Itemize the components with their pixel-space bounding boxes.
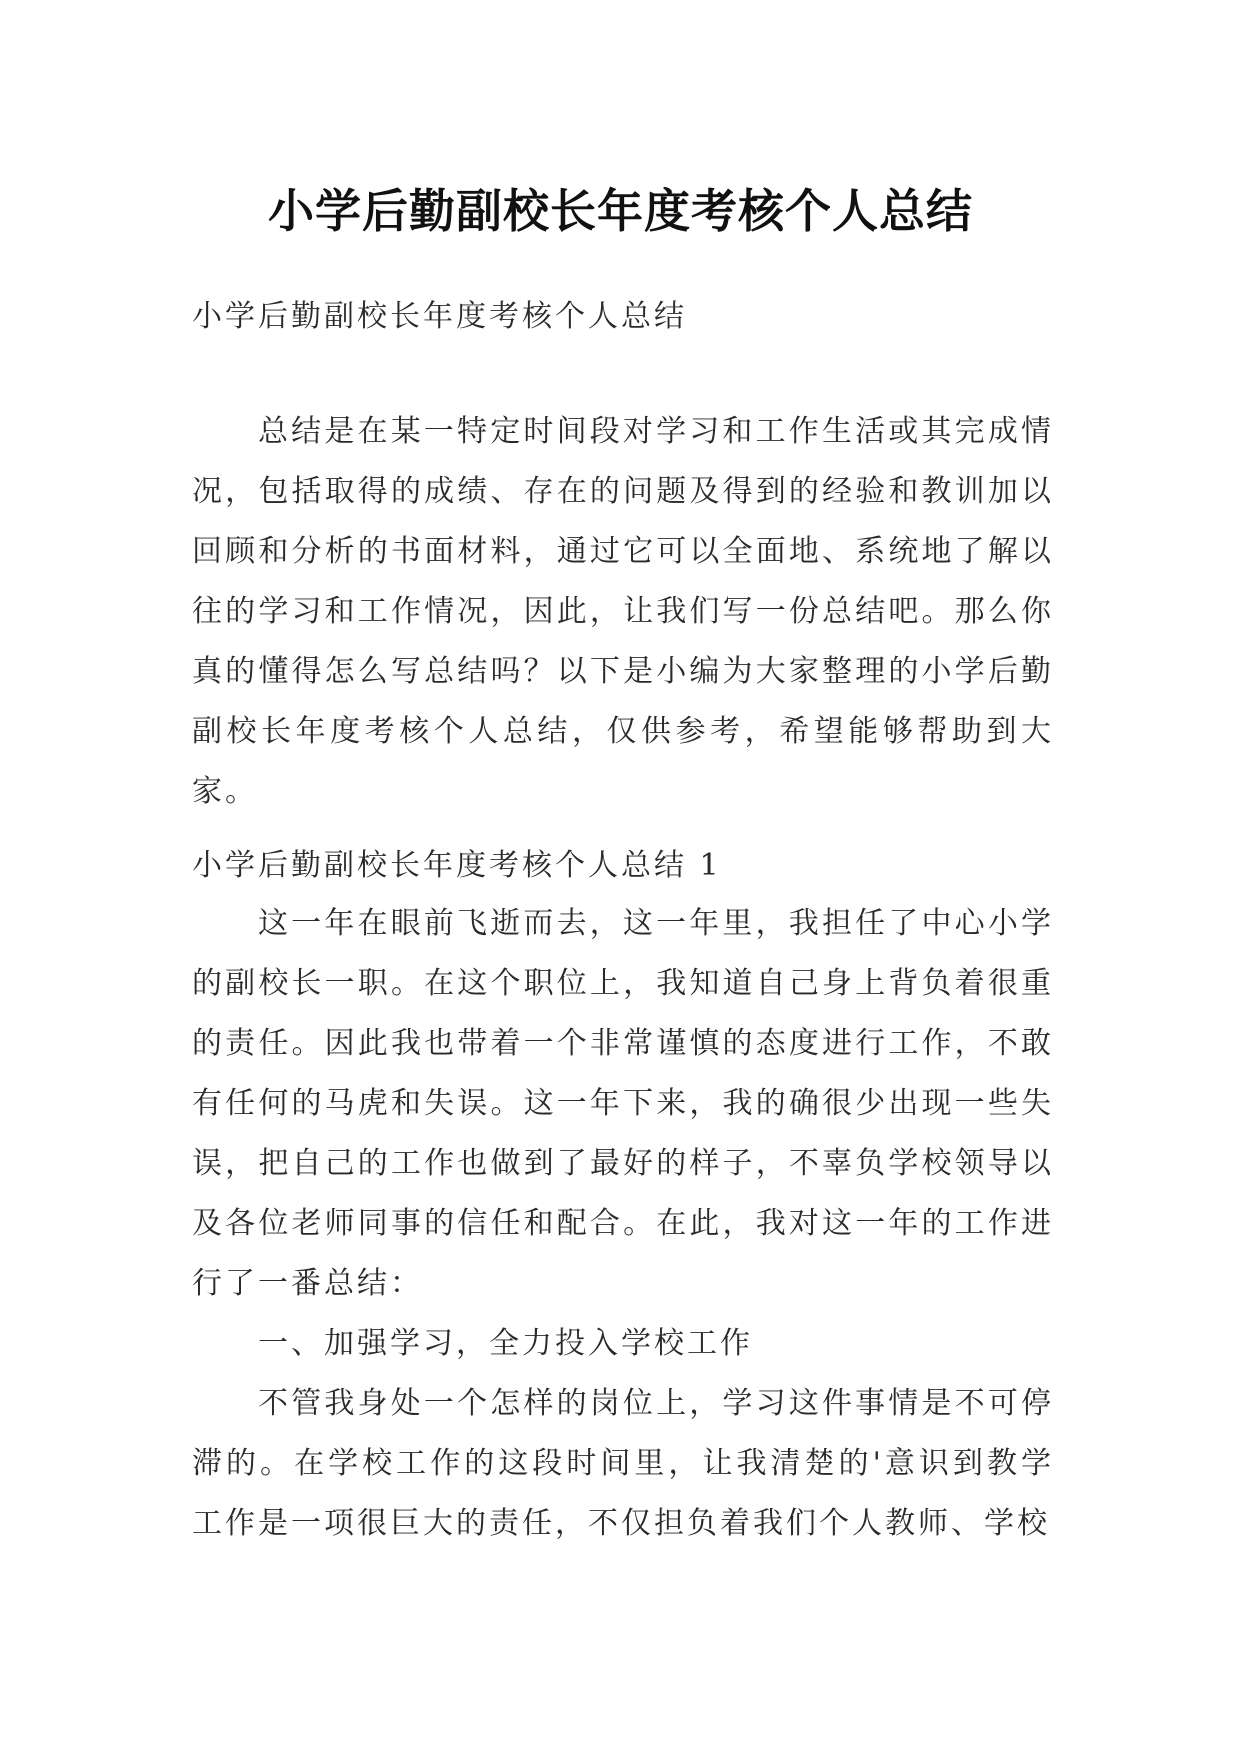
body-section xyxy=(192,894,1054,1554)
body-paragraph: 这一年在眼前飞逝而去，这一年里，我担任了中心小学的副校长一职。在这个职位上，我知道自己身上背负着很重的责任。因此我也带着一个非常谨慎的态度进行工作，不敢有任何的马虎和失误。这一年下来，我的确很少出现一些失误，把自己的工作也做到了最好的样子，不辜负学校领导以及各位老师同事的信任和配合。在此，我对这一年的工作进行了一番总结： xyxy=(192,906,1054,1301)
section-heading: 小学后勤副校长年度考核个人总结 1 xyxy=(192,848,722,883)
intro-paragraph: 总结是在某一特定时间段对学习和工作生活或其完成情况，包括取得的成绩、存在的问题及得到的经验和教训加以回顾和分析的书面材料，通过它可以全面地、系统地了解以往的学习和工作情况，因此，让我们写一份总结吧。那么你真的懂得怎么写总结吗？以下是小编为大家整理的小学后勤副校长年度考核个人总结，仅供参考，希望能够帮助到大家。 xyxy=(192,414,1054,809)
document-subtitle: 小学后勤副校长年度考核个人总结 xyxy=(192,299,687,334)
body-paragraph: 不管我身处一个怎样的岗位上，学习这件事情是不可停滞的。在学校工作的这段时间里，让我清楚的'意识到教学工作是一项很巨大的责任，不仅担负着我们个人教师、学校 xyxy=(192,1386,1054,1541)
body-paragraph: 一、加强学习，全力投入学校工作 xyxy=(258,1326,753,1361)
document-title: 小学后勤副校长年度考核个人总结 xyxy=(268,183,973,238)
